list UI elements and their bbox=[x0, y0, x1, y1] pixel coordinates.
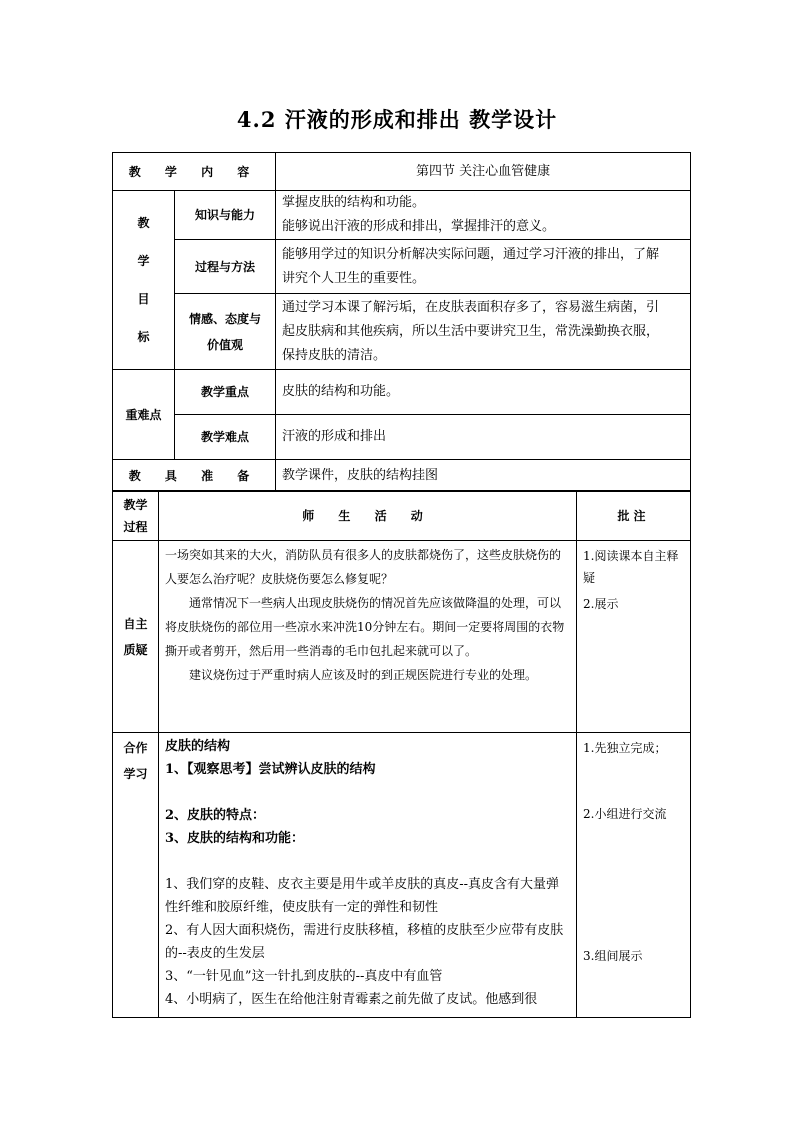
cooperative-content bbox=[159, 733, 577, 1018]
self-study-content bbox=[159, 541, 577, 733]
process-header-label: 教学 过程 bbox=[113, 491, 159, 541]
activity-header: 师 生 活 动 bbox=[159, 491, 577, 541]
self-study-label: 自主 质疑 bbox=[113, 541, 159, 733]
cooperative-label: 合作 学习 bbox=[113, 733, 159, 1018]
key-point-value: 皮肤的结构和功能。 bbox=[276, 370, 691, 415]
goal-attitude-text: 通过学习本课了解污垢，在皮肤表面积存多了，容易滋生病菌，引 起皮肤病和其他疾病，所以生活中要讲究卫生，常洗澡勤换衣服， 保持皮肤的清洁。 bbox=[276, 294, 691, 370]
paragraph: 建议烧伤过于严重时病人应该及时的到正规医院进行专业的处理。 bbox=[189, 668, 538, 682]
point: 3、“一针见血”这一针扎到皮肤的--真皮中有血管 bbox=[165, 969, 443, 984]
note: 1.阅读课本自主释疑 bbox=[583, 549, 679, 585]
prep-value: 教学课件，皮肤的结构挂图 bbox=[276, 460, 691, 492]
goal-process-label: 过程与方法 bbox=[175, 240, 276, 294]
difficult-point-label: 教学难点 bbox=[175, 415, 276, 460]
content-label: 教 学 内 容 bbox=[113, 153, 276, 191]
paragraph: 一场突如其来的大火，消防队员有很多人的皮肤都烧伤了，这些皮肤烧伤的人要怎么治疗呢？皮肤烧伤要怎么修复呢？ bbox=[165, 548, 562, 586]
teaching-process-table bbox=[112, 490, 691, 1018]
goal-knowledge-text: 掌握皮肤的结构和功能。 能够说出汗液的形成和排出，掌握排汗的意义。 bbox=[276, 191, 691, 240]
item: 3、皮肤的结构和功能： bbox=[165, 831, 305, 846]
difficult-point-value: 汗液的形成和排出 bbox=[276, 415, 691, 460]
goal-process-text: 能够用学过的知识分析解决实际问题，通过学习汗液的排出，了解 讲究个人卫生的重要性。 bbox=[276, 240, 691, 294]
goal-label: 教 学 目 标 bbox=[113, 191, 175, 370]
note: 1.先独立完成； bbox=[583, 741, 667, 755]
note: 3.组间展示 bbox=[583, 949, 643, 963]
point: 2、有人因大面积烧伤，需进行皮肤移植，移植的皮肤至少应带有皮肤的--表皮的生发层 bbox=[165, 923, 564, 961]
item: 2、皮肤的特点： bbox=[165, 808, 266, 823]
lesson-info-table bbox=[112, 152, 691, 492]
self-study-notes bbox=[577, 541, 691, 733]
cooperative-notes bbox=[577, 733, 691, 1018]
content-value: 第四节 关注心血管健康 bbox=[276, 153, 691, 191]
note: 2.小组进行交流 bbox=[583, 807, 667, 821]
notes-header: 批注 bbox=[577, 491, 691, 541]
note: 2.展示 bbox=[583, 597, 619, 611]
point: 4、小明病了，医生在给他注射青霉素之前先做了皮试。他感到很 bbox=[165, 992, 538, 1007]
item: 1、【观察思考】尝试辨认皮肤的结构 bbox=[165, 762, 376, 777]
key-point-label: 教学重点 bbox=[175, 370, 276, 415]
goal-knowledge-label: 知识与能力 bbox=[175, 191, 276, 240]
goal-attitude-label: 情感、态度与 价值观 bbox=[175, 294, 276, 370]
key-label: 重难点 bbox=[113, 370, 175, 460]
point: 1、我们穿的皮鞋、皮衣主要是用牛或羊皮肤的真皮--真皮含有大量弹性纤维和胶原纤维，使皮肤有一定的弹性和韧性 bbox=[165, 877, 560, 915]
paragraph: 通常情况下一些病人出现皮肤烧伤的情况首先应该做降温的处理，可以将皮肤烧伤的部位用一些凉水来冲洗10分钟左右。期间一定要将周围的衣物撕开或者剪开，然后用一些消毒的毛巾包扎起来就可以了。 bbox=[165, 596, 565, 658]
page-title: 4.2 汗液的形成和排出 教学设计 bbox=[236, 107, 558, 132]
section-heading: 皮肤的结构 bbox=[165, 739, 231, 754]
prep-label: 教 具 准 备 bbox=[113, 460, 276, 492]
